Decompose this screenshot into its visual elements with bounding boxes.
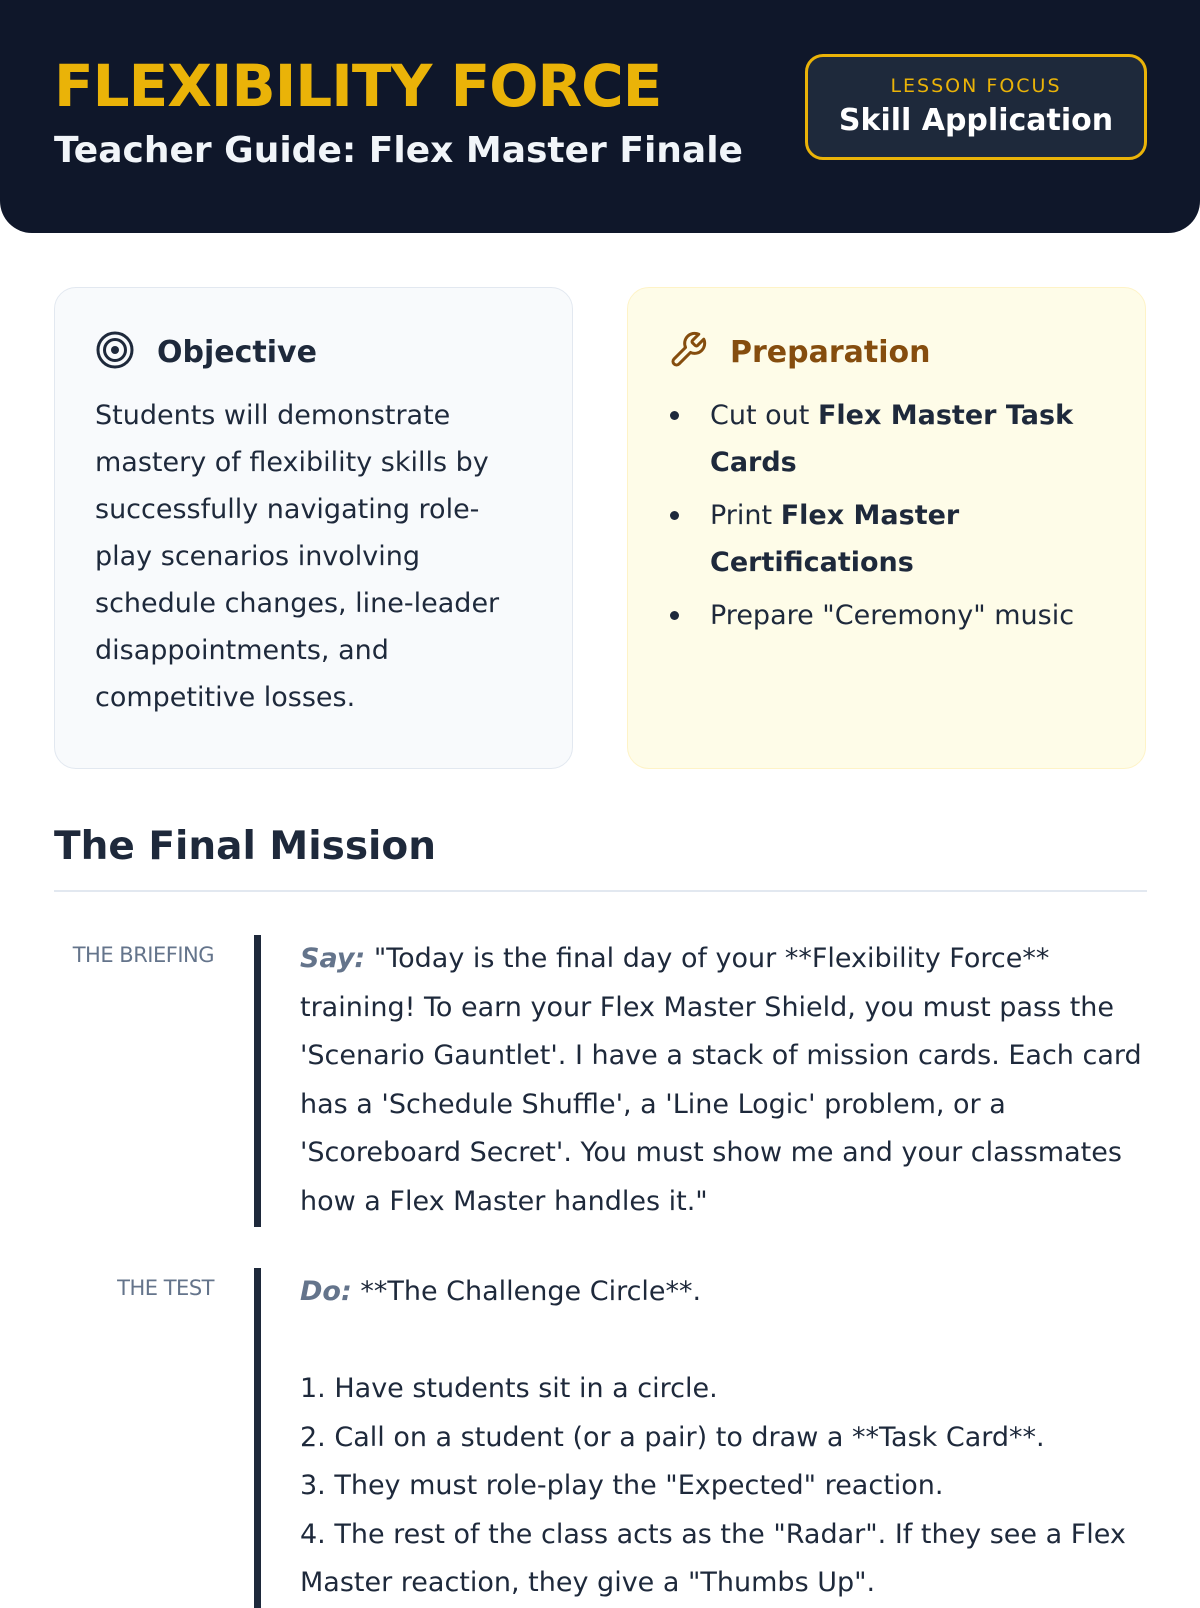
lesson-focus-label: LESSON FOCUS: [890, 75, 1062, 97]
target-icon: [95, 330, 135, 374]
step-label: THE BRIEFING: [72, 943, 214, 967]
objective-title: Objective: [157, 334, 317, 370]
step-prefix: Say:: [300, 943, 366, 974]
step-bar: [254, 1268, 261, 1608]
preparation-list: [668, 392, 1105, 639]
section-divider: [54, 890, 1147, 892]
section-title: The Final Mission: [54, 824, 436, 869]
lesson-focus-badge: [805, 54, 1147, 160]
step-text: Say: "Today is the final day of your **Flexibility Force** training! To earn your Flex Master Shield, you must pass the 'Scenario Gauntlet'. I have a stack of mission cards. Each card has a 'Schedule Shuffle', a 'Line Logic' problem, or a 'Scoreboard Secret'. You must show me and your classmates how a Flex Master handles it.": [300, 943, 1151, 1217]
list-item: Print Flex Master Certifications: [668, 492, 1105, 586]
step-text: Do: **The Challenge Circle**. 1. Have students sit in a circle. 2. Call on a student (or a pair) to draw a **Task Card**. 3. They must role-play the "Expected" reaction. 4. The rest of the class acts as the "Radar". If they see a Flex Master reaction, they give a "Thumbs Up".: [300, 1276, 1126, 1598]
preparation-card: [627, 287, 1146, 769]
step-briefing: [54, 935, 1151, 1225]
step-bar: [254, 935, 261, 1227]
page-subtitle: Teacher Guide: Flex Master Finale: [54, 130, 743, 171]
objective-card: [54, 287, 573, 769]
lesson-focus-value: Skill Application: [838, 103, 1114, 138]
wrench-icon: [668, 330, 708, 374]
objective-header: [95, 326, 532, 378]
step-prefix: Do:: [300, 1276, 352, 1307]
step-test: [54, 1268, 1147, 1608]
list-item: Prepare "Ceremony" music: [668, 592, 1105, 639]
page-header: [0, 0, 1200, 233]
preparation-title: Preparation: [730, 334, 931, 370]
list-item: Cut out Flex Master Task Cards: [668, 392, 1105, 486]
page-title: FLEXIBILITY FORCE: [54, 52, 662, 120]
preparation-header: [668, 326, 1105, 378]
objective-text: Students will demonstrate mastery of flexibility skills by successfully navigating role-play scenarios involving schedule changes, line-leader disappointments, and competitive losses.: [95, 400, 500, 713]
step-label: THE TEST: [117, 1276, 214, 1300]
